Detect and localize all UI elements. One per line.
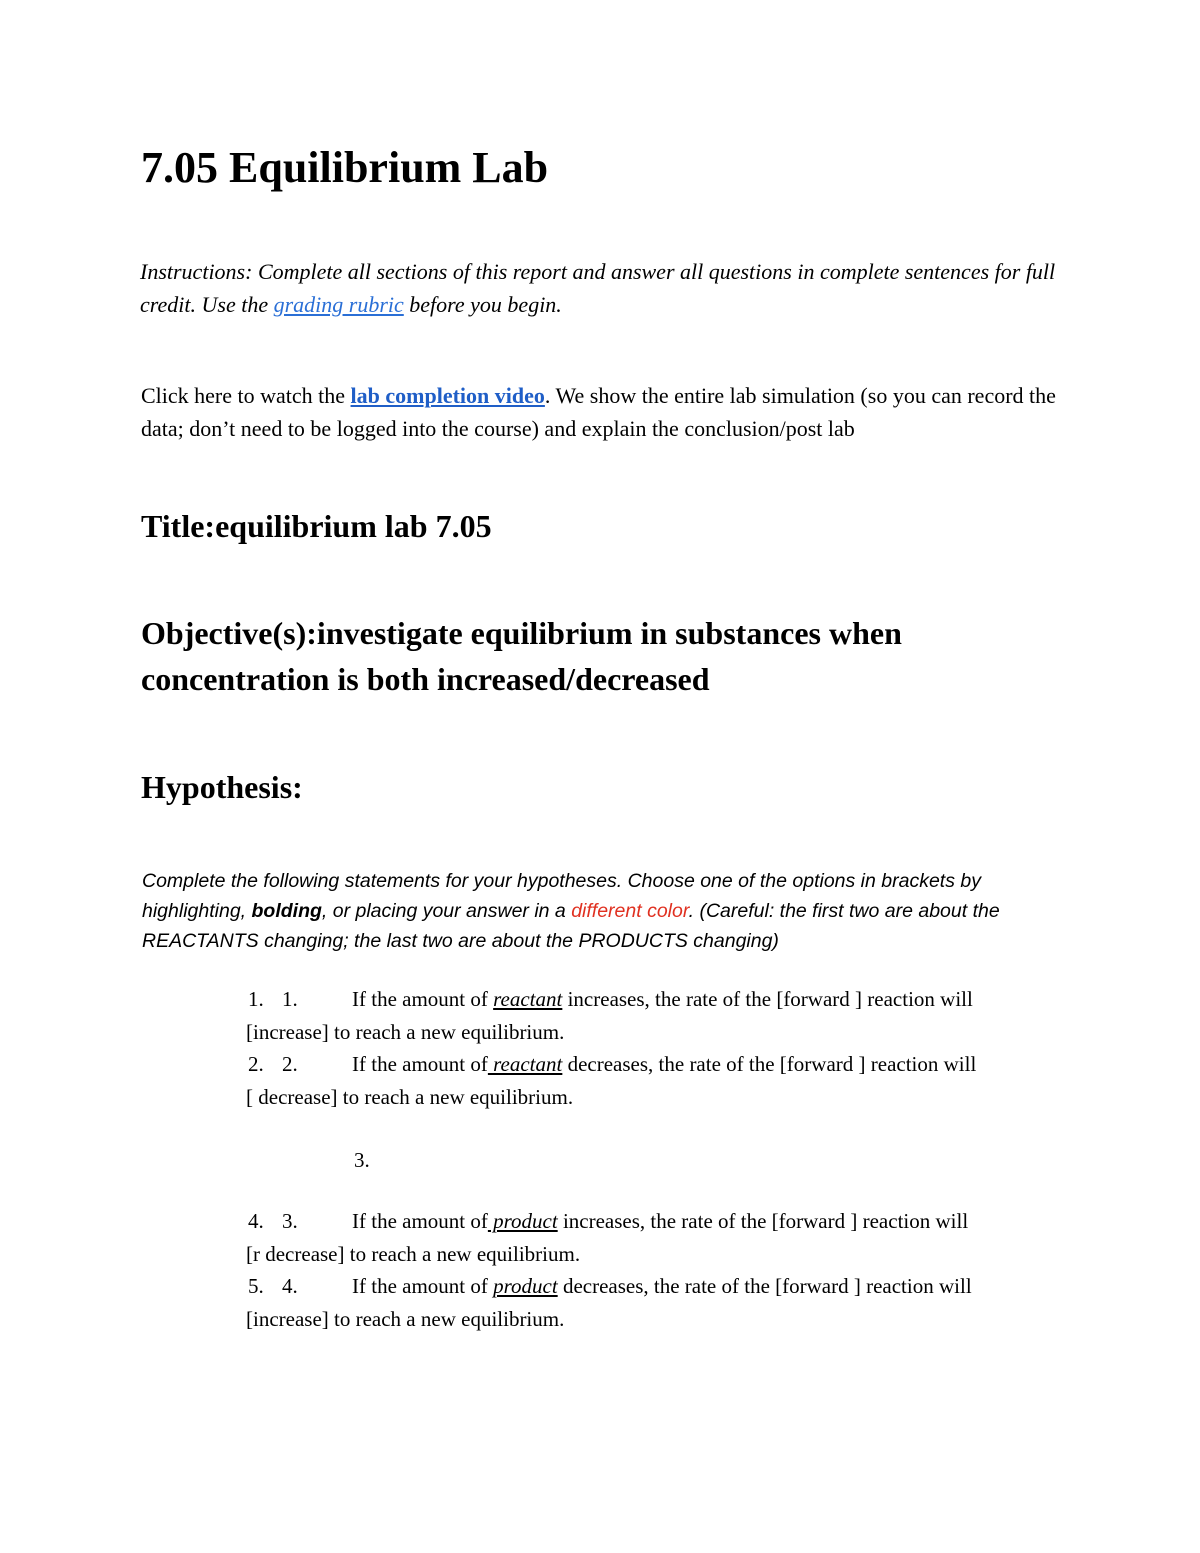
standalone-number: 3.: [354, 1148, 370, 1172]
statement-line-2: [r decrease] to reach a new equilibrium.: [246, 1242, 581, 1266]
inner-number: 4.: [282, 1274, 298, 1298]
instructions-text: Instructions: Complete all sections of this report and answer all questions in complete sentences for full credit. Use the: [140, 259, 1056, 317]
hypothesis-instructions: [142, 866, 1062, 956]
hyp-instr-colored-phrase: different color: [571, 900, 689, 922]
instructions-paragraph: [140, 255, 1070, 321]
outer-number: 4.: [248, 1209, 264, 1233]
keyword: reactant: [487, 1052, 563, 1076]
video-text-end: . We show the entire lab simulation (so you can record the data; don’t need to be logged into the course) and explain the conclusion/post lab: [141, 383, 1056, 441]
hyp-instr-part1: Complete the following statements for your hypotheses. Choose one of the options in brackets by highlighting,: [142, 870, 981, 922]
statement-line-2: [increase] to reach a new equilibrium.: [246, 1307, 565, 1331]
outer-number: 2.: [248, 1052, 264, 1076]
grading-rubric-link[interactable]: grading rubric: [273, 292, 404, 317]
video-paragraph: [141, 379, 1071, 445]
statement-line: If the amount of product increases, the rate of the [forward ] reaction will: [352, 1209, 969, 1233]
keyword: product: [493, 1274, 558, 1298]
statement-line: If the amount of product decreases, the rate of the [forward ] reaction will: [352, 1274, 972, 1298]
keyword: reactant: [493, 987, 563, 1011]
statement-line-2: [ decrease] to reach a new equilibrium.: [246, 1085, 574, 1109]
hyp-instr-part3: . (Careful: the first two are about the REACTANTS changing; the last two are about the PRODUCTS changing): [142, 900, 1000, 952]
inner-number: 1.: [282, 987, 298, 1011]
statement-line: If the amount of reactant decreases, the rate of the [forward ] reaction will: [352, 1052, 977, 1076]
video-text: Click here to watch the: [141, 383, 351, 408]
title-heading: Title:equilibrium lab 7.05: [141, 508, 492, 544]
list-item: [0, 1270, 1200, 1336]
hypothesis-heading: Hypothesis:: [141, 769, 303, 805]
outer-number: 1.: [248, 987, 264, 1011]
statement-line: If the amount of reactant increases, the rate of the [forward ] reaction will: [352, 987, 973, 1011]
keyword: product: [487, 1209, 558, 1233]
list-item: [0, 983, 1200, 1049]
instructions-text-end: before you begin.: [403, 292, 562, 317]
outer-number: 5.: [248, 1274, 264, 1298]
list-item: [0, 1048, 1200, 1114]
inner-number: 2.: [282, 1052, 298, 1076]
hyp-instr-bold-word: bolding: [251, 900, 322, 922]
objective-heading: Objective(s):investigate equilibrium in substances when concentration is both increased/decreased: [141, 615, 902, 697]
lab-completion-video-link[interactable]: lab completion video: [350, 383, 545, 408]
document-title: 7.05 Equilibrium Lab: [141, 143, 549, 192]
hyp-instr-part2: , or placing your answer in a: [321, 900, 572, 922]
inner-number: 3.: [282, 1209, 298, 1233]
statement-line-2: [increase] to reach a new equilibrium.: [246, 1020, 565, 1044]
list-item: [0, 1205, 1200, 1271]
